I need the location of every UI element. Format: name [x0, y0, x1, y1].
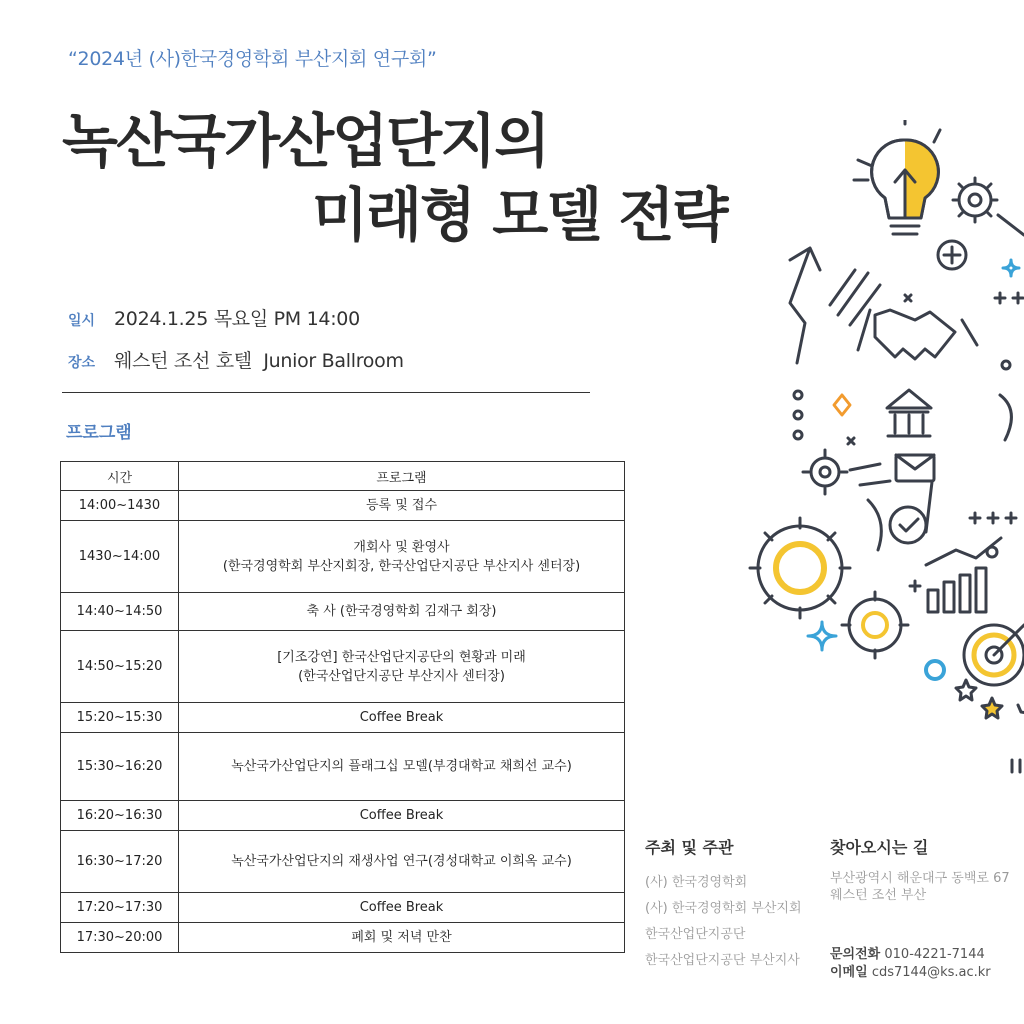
- email-label: 이메일: [830, 965, 868, 980]
- plus-circle-icon: [938, 241, 966, 269]
- organizers-list: [645, 870, 802, 974]
- sparkle-icon: [808, 622, 836, 650]
- date-label: 일시: [68, 313, 96, 329]
- program-cell: [179, 733, 625, 801]
- contact-info: [830, 946, 991, 982]
- ring-icon: [926, 661, 944, 679]
- time-cell: 14:40~14:50: [61, 593, 179, 631]
- business-illustration: [730, 120, 1024, 780]
- big-gear-icon: [750, 518, 850, 618]
- sparkle-icon: [834, 395, 850, 415]
- organizer-item: (사) 한국경영학회: [645, 875, 748, 890]
- time-cell: 16:20~16:30: [61, 801, 179, 831]
- directions-title: 찾아오시는 길: [830, 838, 929, 857]
- place-row: [68, 346, 404, 373]
- bank-icon: [887, 390, 931, 436]
- program-column-header: 프로그램: [179, 462, 625, 491]
- program-line: Coffee Break: [359, 900, 444, 915]
- table-row: [61, 831, 625, 893]
- program-line: [기조강연] 한국산업단지공단의 현황과 미래: [277, 649, 526, 665]
- address-line1: 부산광역시 해운대구 동백로 67: [830, 871, 1010, 886]
- time-cell: 16:30~17:20: [61, 831, 179, 893]
- program-line: Coffee Break: [359, 808, 444, 823]
- table-row: [61, 893, 625, 923]
- date-value: 2024.1.25 목요일 PM 14:00: [114, 308, 360, 330]
- gear-icon: [953, 178, 997, 222]
- target-icon: [964, 625, 1024, 685]
- gear-icon-lower: [842, 592, 908, 658]
- time-column-header: 시간: [61, 462, 179, 491]
- program-line: 녹산국가산업단지의 플래그십 모델(부경대학교 채희선 교수): [231, 759, 572, 774]
- program-table: [60, 461, 625, 953]
- program-line: 폐회 및 저녁 만찬: [351, 930, 452, 945]
- program-line: 개회사 및 환영사: [353, 539, 450, 555]
- organizer-item: 한국산업단지공단: [645, 927, 746, 942]
- email-value[interactable]: cds7144@ks.ac.kr: [871, 965, 991, 980]
- program-cell: [179, 893, 625, 923]
- time-cell: 17:30~20:00: [61, 923, 179, 953]
- star-icon: [1018, 705, 1024, 713]
- organizer-item: 한국산업단지공단 부산지사: [645, 953, 800, 968]
- program-cell: [179, 593, 625, 631]
- phone-value[interactable]: 010-4221-7144: [884, 947, 985, 962]
- program-cell: [179, 491, 625, 521]
- program-line: 축 사 (한국경영학회 김재구 회장): [306, 604, 497, 619]
- time-cell: 15:20~15:30: [61, 703, 179, 733]
- event-title-line2: 미래형 모델 전략: [312, 181, 727, 249]
- phone-label: 문의전화: [830, 947, 881, 962]
- table-row: [61, 491, 625, 521]
- time-cell: 15:30~16:20: [61, 733, 179, 801]
- table-row: [61, 923, 625, 953]
- organizers-title: 주최 및 주관: [645, 838, 734, 857]
- star-icon: [982, 698, 1002, 718]
- program-line: 등록 및 접수: [365, 498, 438, 513]
- gear-icon-medium: [803, 450, 847, 494]
- program-line: Coffee Break: [359, 710, 444, 725]
- program-cell: [179, 923, 625, 953]
- lightbulb-icon: [854, 120, 940, 234]
- event-title-line1: 녹산국가산업단지의: [62, 107, 549, 175]
- program-line: (한국경영학회 부산지회장, 한국산업단지공단 부산지사 센터장): [222, 558, 581, 574]
- address: [830, 870, 1010, 904]
- time-cell: 14:00~1430: [61, 491, 179, 521]
- time-cell: 1430~14:00: [61, 521, 179, 593]
- address-line2: 웨스턴 조선 부산: [830, 888, 927, 903]
- program-cell: [179, 801, 625, 831]
- arrow-up-icon: [790, 248, 820, 363]
- table-row: [61, 801, 625, 831]
- table-row: [61, 703, 625, 733]
- table-row: [61, 593, 625, 631]
- divider: [62, 392, 590, 393]
- program-cell: [179, 521, 625, 593]
- table-row: [61, 631, 625, 703]
- date-row: [68, 304, 360, 331]
- star-icon: [956, 680, 976, 700]
- event-subtitle: “2024년 (사)한국경영학회 부산지회 연구회”: [68, 48, 437, 70]
- time-cell: 17:20~17:30: [61, 893, 179, 923]
- place-value: 웨스턴 조선 호텔 Junior Ballroom: [114, 350, 404, 372]
- table-row: [61, 733, 625, 801]
- handshake-icon: [858, 310, 977, 359]
- program-cell: [179, 703, 625, 733]
- program-table-header: [61, 462, 625, 491]
- program-cell: [179, 831, 625, 893]
- program-section-title: 프로그램: [66, 423, 132, 443]
- check-circle-icon: [890, 507, 926, 543]
- program-cell: [179, 631, 625, 703]
- program-line: (한국산업단지공단 부산지사 센터장): [298, 668, 505, 684]
- mail-icon: [896, 455, 934, 481]
- organizer-item: (사) 한국경영학회 부산지회: [645, 901, 802, 916]
- sparkle-icon: [1003, 260, 1019, 276]
- place-label: 장소: [68, 355, 96, 371]
- program-line: 녹산국가산업단지의 재생사업 연구(경성대학교 이희옥 교수): [231, 854, 572, 869]
- table-row: [61, 521, 625, 593]
- time-cell: 14:50~15:20: [61, 631, 179, 703]
